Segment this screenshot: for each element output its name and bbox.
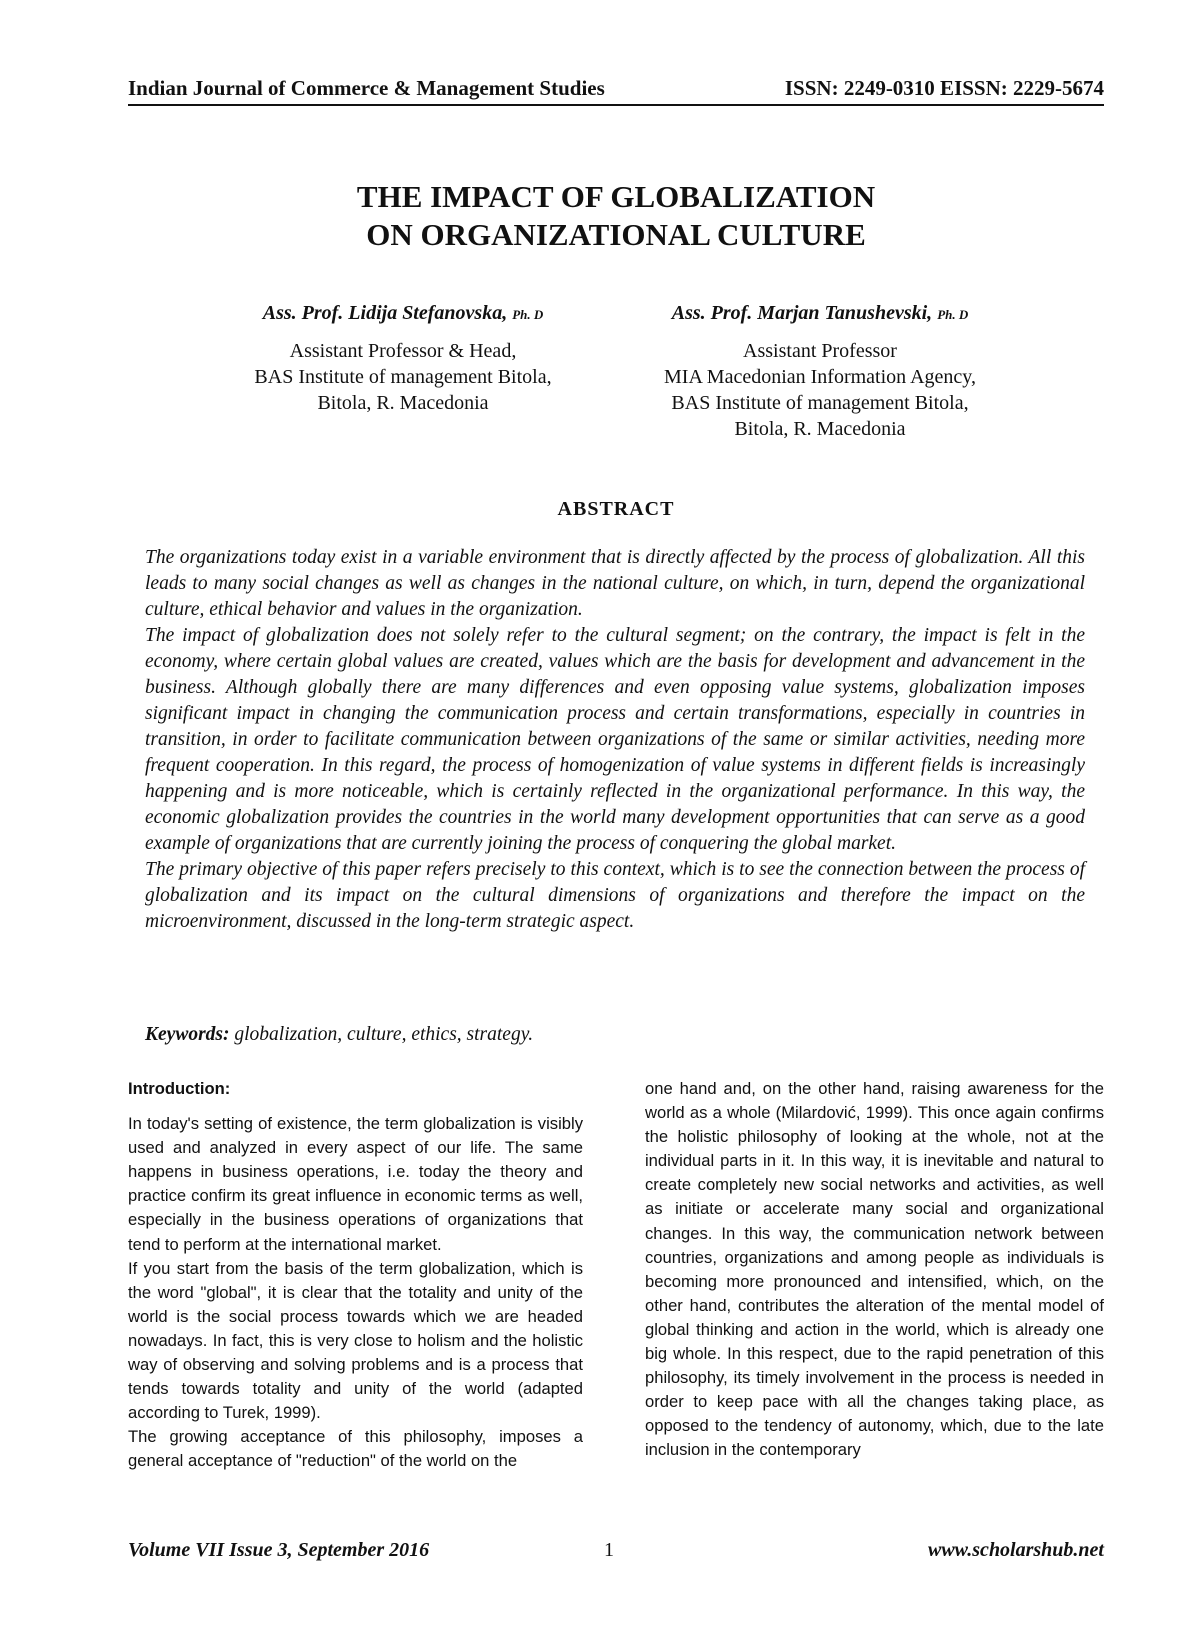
author-affiliation-line: MIA Macedonian Information Agency, (664, 366, 976, 388)
author-degree: Ph. D (937, 307, 969, 322)
abstract-paragraph: The organizations today exist in a variable environment that is directly affected by the process of globalization. All this leads to many social changes as well as changes in the national culture, on which, in turn, depend the organizational culture, ethical behavior and values in the organization. (145, 547, 1085, 620)
issue-info: Volume VII Issue 3, September 2016 (128, 1539, 430, 1561)
author-name-text: Ass. Prof. Marjan Tanushevski, (671, 302, 933, 324)
paper-title (128, 178, 1104, 254)
body-column-left (128, 1077, 583, 1474)
author-affiliation-line: BAS Institute of management Bitola, (671, 392, 969, 414)
abstract-paragraph: The impact of globalization does not solely refer to the cultural segment; on the contrary, the impact is felt in the economy, where certain global values are created, values which are the basis for development and advancement in the business. Although globally there are many differences and even opposing value systems, globalization imposes significant impact in changing the communication process and certain transformations, especially in countries in transition, in order to facilitate communication between organizations of the same or similar activities, needing more frequent cooperation. In this regard, the process of homogenization of value systems in different fields is increasingly happening and is more noticeable, which is certainly reflected in the organizational performance. In this way, the economic globalization provides the countries in the world many development opportunities that can serve as a good example of organizations that are currently joining the process of conquering the global market. (145, 625, 1085, 854)
page-number: 1 (604, 1539, 614, 1561)
body-paragraph: In today's setting of existence, the term globalization is visibly used and analyzed in every aspect of our life. The same happens in business operations, i.e. today the theory and practice confirm its great influence in economic terms as well, especially in the business operations of organizations that tend to perform at the international market. (128, 1114, 583, 1254)
title-line: ON ORGANIZATIONAL CULTURE (366, 217, 866, 252)
author-affiliation-line: Assistant Professor & Head, (289, 340, 517, 362)
author-affiliation-line: BAS Institute of management Bitola, (254, 366, 552, 388)
body-column-right (645, 1077, 1104, 1463)
author-name (183, 300, 623, 328)
section-heading: Introduction: (128, 1079, 231, 1098)
title-line: THE IMPACT OF GLOBALIZATION (356, 179, 876, 214)
issn-info: ISSN: 2249-0310 EISSN: 2229-5674 (784, 76, 1104, 100)
keywords-list: globalization, culture, ethics, strategy. (229, 1024, 534, 1045)
running-header (128, 74, 1104, 106)
author-affiliation-line: Bitola, R. Macedonia (317, 392, 489, 414)
author-name-text: Ass. Prof. Lidija Stefanovska, (262, 302, 508, 324)
keywords (145, 1022, 1085, 1048)
running-footer (128, 1537, 1104, 1567)
body-paragraph: one hand and, on the other hand, raising awareness for the world as a whole (Milardović, 1999). This once again confirms the holistic philosophy of looking at the whole, not at the individual parts in it. In this way, it is inevitable and natural to create completely new social networks and activities, as well as initiate or accelerate many social and organizational changes. In this way, the communication network between countries, organizations and among people as individuals is becoming more pronounced and intensified, which, on the other hand, contributes the alteration of the mental model of global thinking and action in the world, which is already one big whole. In this respect, due to the rapid penetration of this philosophy, its timely involvement in the process is needed in order to keep pace with all the changes taking place, as opposed to the tendency of autonomy, which, due to the late inclusion in the contemporary (645, 1079, 1104, 1460)
author-degree: Ph. D (512, 307, 544, 322)
abstract-heading: ABSTRACT (557, 498, 675, 520)
author-block (600, 300, 1040, 442)
abstract-paragraph: The primary objective of this paper refers precisely to this context, which is to see the connection between the process of globalization and its impact on the cultural dimensions of organizations and therefore the impact on the microenvironment, discussed in the long-term strategic aspect. (145, 859, 1085, 932)
body-paragraph: The growing acceptance of this philosophy, imposes a general acceptance of "reduction" of the world on the (128, 1427, 583, 1471)
author-name (600, 300, 1040, 328)
abstract-body (145, 545, 1085, 935)
keywords-label: Keywords: (145, 1024, 230, 1045)
author-block (183, 300, 623, 416)
journal-name: Indian Journal of Commerce & Management Studies (128, 76, 605, 100)
body-paragraph: If you start from the basis of the term globalization, which is the word "global", it is clear that the totality and unity of the world is the social process towards which we are headed nowadays. In fact, this is very close to holism and the holistic way of observing and solving problems and is a process that tends towards totality and unity of the world (adapted according to Turek, 1999). (128, 1258, 583, 1423)
author-affiliation-line: Bitola, R. Macedonia (734, 418, 906, 440)
author-affiliation-line: Assistant Professor (743, 340, 897, 362)
website-link[interactable]: www.scholarshub.net (928, 1539, 1104, 1561)
